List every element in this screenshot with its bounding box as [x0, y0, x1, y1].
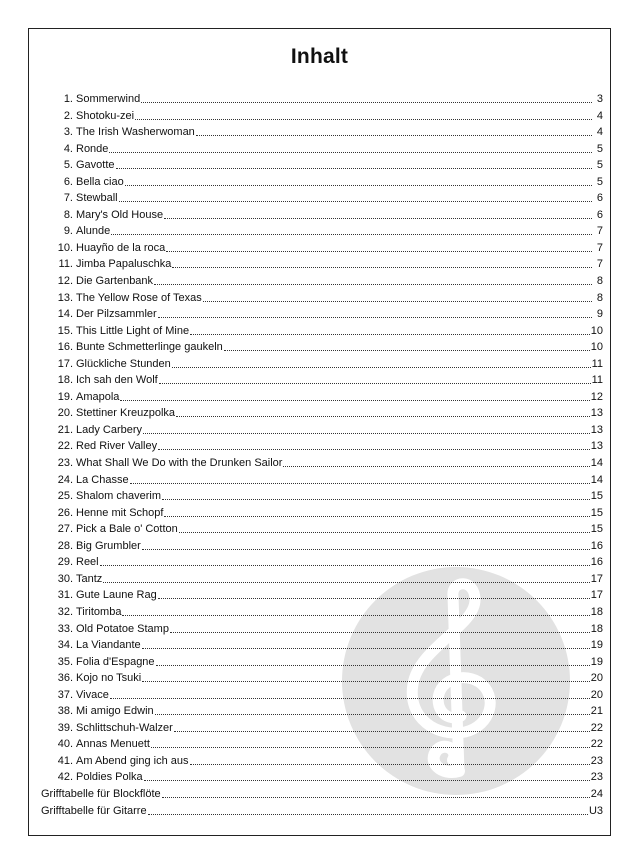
table-of-contents	[41, 91, 603, 819]
toc-entry-title: Grifftabelle für Blockflöte	[41, 787, 161, 800]
toc-entry	[41, 108, 603, 125]
toc-entry-page: 21	[590, 705, 603, 718]
dot-leader	[130, 472, 590, 484]
toc-entry-title: The Yellow Rose of Texas	[76, 291, 202, 304]
toc-entry-number: 30.	[57, 572, 73, 585]
toc-entry-title: Glückliche Stunden	[76, 357, 171, 370]
toc-entry-number: 24.	[57, 473, 73, 486]
toc-entry-number: 28.	[57, 539, 73, 552]
toc-entry-page: 13	[590, 423, 603, 436]
toc-entry-title: Amapola	[76, 390, 120, 403]
dot-leader	[116, 157, 592, 169]
dot-leader	[190, 323, 590, 335]
toc-entry	[41, 571, 603, 588]
toc-entry	[41, 455, 603, 472]
toc-entry-number: 2.	[63, 109, 73, 122]
toc-entry-number: 19.	[57, 390, 73, 403]
toc-entry	[41, 786, 603, 803]
toc-entry-number: 38.	[57, 705, 73, 718]
dot-leader	[109, 141, 592, 153]
toc-entry-title: Bunte Schmetterlinge gaukeln	[76, 341, 223, 354]
toc-entry	[41, 521, 603, 538]
dot-leader	[170, 621, 590, 633]
toc-entry-page: 16	[590, 539, 603, 552]
toc-entry	[41, 273, 603, 290]
toc-entry-page: 23	[590, 771, 603, 784]
toc-entry-number: 13.	[57, 291, 73, 304]
toc-entry-title: Annas Menuett	[76, 738, 150, 751]
dot-leader	[142, 538, 590, 550]
dot-leader	[164, 207, 592, 219]
toc-entry-page: 7	[596, 241, 603, 254]
toc-entry	[41, 306, 603, 323]
toc-entry-page: 15	[590, 523, 603, 536]
toc-entry-page: 15	[590, 506, 603, 519]
toc-entry-title: Stettiner Kreuzpolka	[76, 407, 176, 420]
toc-entry-title: Schlittschuh-Walzer	[76, 721, 173, 734]
toc-entry-title: Shalom chaverim	[76, 490, 161, 503]
toc-entry-number: 16.	[57, 341, 73, 354]
toc-entry-title: Die Gartenbank	[76, 275, 154, 288]
dot-leader	[135, 108, 592, 120]
toc-entry	[41, 223, 603, 240]
dot-leader	[176, 405, 590, 417]
toc-entry-number: 35.	[57, 655, 73, 668]
dot-leader	[190, 753, 590, 765]
dot-leader	[142, 637, 590, 649]
toc-entry-title: La Chasse	[76, 473, 129, 486]
dot-leader	[158, 438, 590, 450]
dot-leader	[154, 273, 592, 285]
dot-leader	[158, 306, 592, 318]
dot-leader	[100, 554, 590, 566]
toc-entry-page: 15	[590, 490, 603, 503]
toc-entry	[41, 803, 603, 820]
toc-entry-title: Ronde	[76, 142, 109, 155]
toc-entry-number: 40.	[57, 738, 73, 751]
toc-entry	[41, 323, 603, 340]
toc-entry-title: Stewball	[76, 192, 118, 205]
toc-entry-number: 36.	[57, 672, 73, 685]
toc-entry-page: 17	[590, 589, 603, 602]
toc-entry	[41, 141, 603, 158]
toc-entry-title: Lady Carbery	[76, 423, 143, 436]
toc-entry-page: 7	[596, 258, 603, 271]
toc-entry	[41, 372, 603, 389]
toc-entry-page: 14	[590, 473, 603, 486]
dot-leader	[164, 505, 589, 517]
toc-entry-page: 6	[596, 192, 603, 205]
toc-entry-title: Alunde	[76, 225, 111, 238]
document-page	[28, 28, 611, 836]
dot-leader	[111, 223, 592, 235]
toc-entry	[41, 356, 603, 373]
dot-leader	[143, 422, 590, 434]
toc-entry-title: This Little Light of Mine	[76, 324, 190, 337]
dot-leader	[196, 124, 592, 136]
dot-leader	[110, 687, 590, 699]
toc-entry-number: 37.	[57, 688, 73, 701]
toc-entry-number: 34.	[57, 639, 73, 652]
toc-entry-number: 25.	[57, 490, 73, 503]
toc-entry	[41, 389, 603, 406]
toc-entry	[41, 290, 603, 307]
toc-entry-number: 42.	[57, 771, 73, 784]
toc-entry-page: 12	[590, 390, 603, 403]
toc-entry-title: Der Pilzsammler	[76, 308, 157, 321]
toc-entry-title: The Irish Washerwoman	[76, 126, 195, 139]
toc-entry	[41, 769, 603, 786]
toc-entry-title: Huayño de la roca	[76, 241, 166, 254]
toc-entry	[41, 604, 603, 621]
toc-entry	[41, 157, 603, 174]
dot-leader	[203, 290, 592, 302]
toc-entry-title: La Viandante	[76, 639, 141, 652]
toc-entry	[41, 91, 603, 108]
toc-entry	[41, 637, 603, 654]
dot-leader	[224, 339, 590, 351]
toc-entry-page: 19	[590, 639, 603, 652]
toc-entry-page: 8	[596, 291, 603, 304]
toc-entry-number: 18.	[57, 374, 73, 387]
dot-leader	[283, 455, 589, 467]
toc-entry	[41, 703, 603, 720]
toc-entry-title: What Shall We Do with the Drunken Sailor	[76, 457, 283, 470]
toc-entry-number: 3.	[63, 126, 73, 139]
toc-entry-title: Poldies Polka	[76, 771, 143, 784]
toc-entry-number: 6.	[63, 175, 73, 188]
toc-entry	[41, 488, 603, 505]
toc-entry-number: 8.	[63, 208, 73, 221]
dot-leader	[120, 389, 589, 401]
toc-entry	[41, 621, 603, 638]
toc-entry-title: Mi amigo Edwin	[76, 705, 154, 718]
toc-entry-page: 13	[590, 440, 603, 453]
dot-leader	[148, 803, 588, 815]
toc-entry-page: 13	[590, 407, 603, 420]
toc-entry-title: Grifftabelle für Gitarre	[41, 804, 147, 817]
toc-entry-number: 31.	[57, 589, 73, 602]
toc-entry-title: Sommerwind	[76, 93, 141, 105]
toc-entry-number: 39.	[57, 721, 73, 734]
toc-entry-page: 5	[596, 142, 603, 155]
toc-entry-number: 20.	[57, 407, 73, 420]
dot-leader	[142, 670, 590, 682]
toc-entry	[41, 405, 603, 422]
toc-entry-title: Folia d'Espagne	[76, 655, 155, 668]
toc-entry-page: 7	[596, 225, 603, 238]
toc-entry-number: 27.	[57, 523, 73, 536]
toc-entry-number: 41.	[57, 754, 73, 767]
toc-entry-number: 23.	[57, 457, 73, 470]
toc-entry	[41, 554, 603, 571]
toc-entry-title: Jimba Papaluschka	[76, 258, 172, 271]
toc-entry-page: 24	[590, 787, 603, 800]
dot-leader	[103, 571, 589, 583]
toc-entry	[41, 753, 603, 770]
toc-entry-page: 5	[596, 159, 603, 172]
dot-leader	[172, 256, 592, 268]
toc-entry-number: 9.	[63, 225, 73, 238]
toc-entry-page: 22	[590, 721, 603, 734]
toc-entry-number: 26.	[57, 506, 73, 519]
toc-entry	[41, 720, 603, 737]
toc-entry-page: 11	[591, 374, 603, 387]
toc-entry-number: 5.	[63, 159, 73, 172]
dot-leader	[162, 488, 590, 500]
toc-entry	[41, 207, 603, 224]
toc-entry	[41, 654, 603, 671]
toc-entry	[41, 240, 603, 257]
toc-entry	[41, 587, 603, 604]
toc-entry-number: 33.	[57, 622, 73, 635]
toc-entry	[41, 190, 603, 207]
toc-entry-page: 4	[596, 109, 603, 122]
toc-entry-page: 11	[591, 357, 603, 370]
toc-entry	[41, 505, 603, 522]
toc-entry-page: 18	[590, 605, 603, 618]
toc-entry-title: Tantz	[76, 572, 103, 585]
toc-entry-number: 12.	[57, 275, 73, 288]
toc-entry-page: U3	[588, 804, 603, 817]
toc-entry-number: 29.	[57, 556, 73, 569]
dot-leader	[162, 786, 590, 798]
toc-entry-number: 32.	[57, 605, 73, 618]
toc-entry-page: 9	[596, 308, 603, 321]
toc-entry-page: 20	[590, 688, 603, 701]
toc-entry-title: Reel	[76, 556, 99, 569]
toc-entry-title: Henne mit Schopf	[76, 506, 164, 519]
toc-entry-number: 14.	[57, 308, 73, 321]
toc-entry-page: 6	[596, 208, 603, 221]
dot-leader	[141, 91, 592, 103]
toc-entry	[41, 670, 603, 687]
toc-entry-number: 1.	[63, 93, 73, 105]
toc-entry-page: 16	[590, 556, 603, 569]
toc-entry-page: 23	[590, 754, 603, 767]
dot-leader	[155, 703, 590, 715]
toc-entry	[41, 538, 603, 555]
toc-entry-title: Am Abend ging ich aus	[76, 754, 189, 767]
toc-entry-title: Big Grumbler	[76, 539, 141, 552]
dot-leader	[159, 372, 591, 384]
toc-entry-number: 21.	[57, 423, 73, 436]
dot-leader	[158, 587, 590, 599]
dot-leader	[179, 521, 590, 533]
page-title: Inhalt	[290, 45, 349, 68]
dot-leader	[125, 174, 592, 186]
toc-entry-page: 8	[596, 275, 603, 288]
toc-entry-page: 10	[590, 324, 603, 337]
toc-entry-page: 10	[590, 341, 603, 354]
toc-entry-page: 3	[596, 93, 603, 105]
toc-entry-number: 10.	[57, 241, 73, 254]
toc-entry	[41, 124, 603, 141]
dot-leader	[174, 720, 590, 732]
toc-entry-number: 11.	[58, 258, 73, 271]
toc-entry-page: 4	[596, 126, 603, 139]
toc-entry-title: Shotoku-zei	[76, 109, 135, 122]
dot-leader	[156, 654, 590, 666]
toc-entry-title: Tiritomba	[76, 605, 122, 618]
dot-leader	[166, 240, 592, 252]
dot-leader	[172, 356, 591, 368]
toc-entry	[41, 339, 603, 356]
toc-entry-title: Old Potatoe Stamp	[76, 622, 169, 635]
dot-leader	[119, 190, 592, 202]
toc-entry-title: Bella ciao	[76, 175, 124, 188]
toc-entry-page: 17	[590, 572, 603, 585]
toc-entry	[41, 256, 603, 273]
toc-entry-title: Red River Valley	[76, 440, 158, 453]
toc-entry-number: 17.	[57, 357, 73, 370]
toc-entry-title: Gute Laune Rag	[76, 589, 157, 602]
toc-entry	[41, 174, 603, 191]
toc-entry-number: 15.	[57, 324, 73, 337]
toc-entry-title: Pick a Bale o' Cotton	[76, 523, 178, 536]
toc-entry	[41, 422, 603, 439]
toc-entry	[41, 736, 603, 753]
toc-entry-number: 7.	[63, 192, 73, 205]
toc-entry-page: 20	[590, 672, 603, 685]
toc-entry-page: 5	[596, 175, 603, 188]
toc-entry-number: 4.	[63, 142, 73, 155]
toc-entry-number: 22.	[57, 440, 73, 453]
toc-entry-page: 18	[590, 622, 603, 635]
dot-leader	[122, 604, 589, 616]
toc-entry-title: Mary's Old House	[76, 208, 164, 221]
dot-leader	[144, 769, 590, 781]
toc-entry-title: Ich sah den Wolf	[76, 374, 158, 387]
toc-entry-page: 22	[590, 738, 603, 751]
toc-entry	[41, 438, 603, 455]
toc-entry	[41, 472, 603, 489]
toc-entry-title: Kojo no Tsuki	[76, 672, 142, 685]
toc-entry-page: 14	[590, 457, 603, 470]
toc-entry-page: 19	[590, 655, 603, 668]
toc-entry-title: Gavotte	[76, 159, 115, 172]
toc-entry-title: Vivace	[76, 688, 109, 701]
toc-entry	[41, 687, 603, 704]
dot-leader	[151, 736, 590, 748]
